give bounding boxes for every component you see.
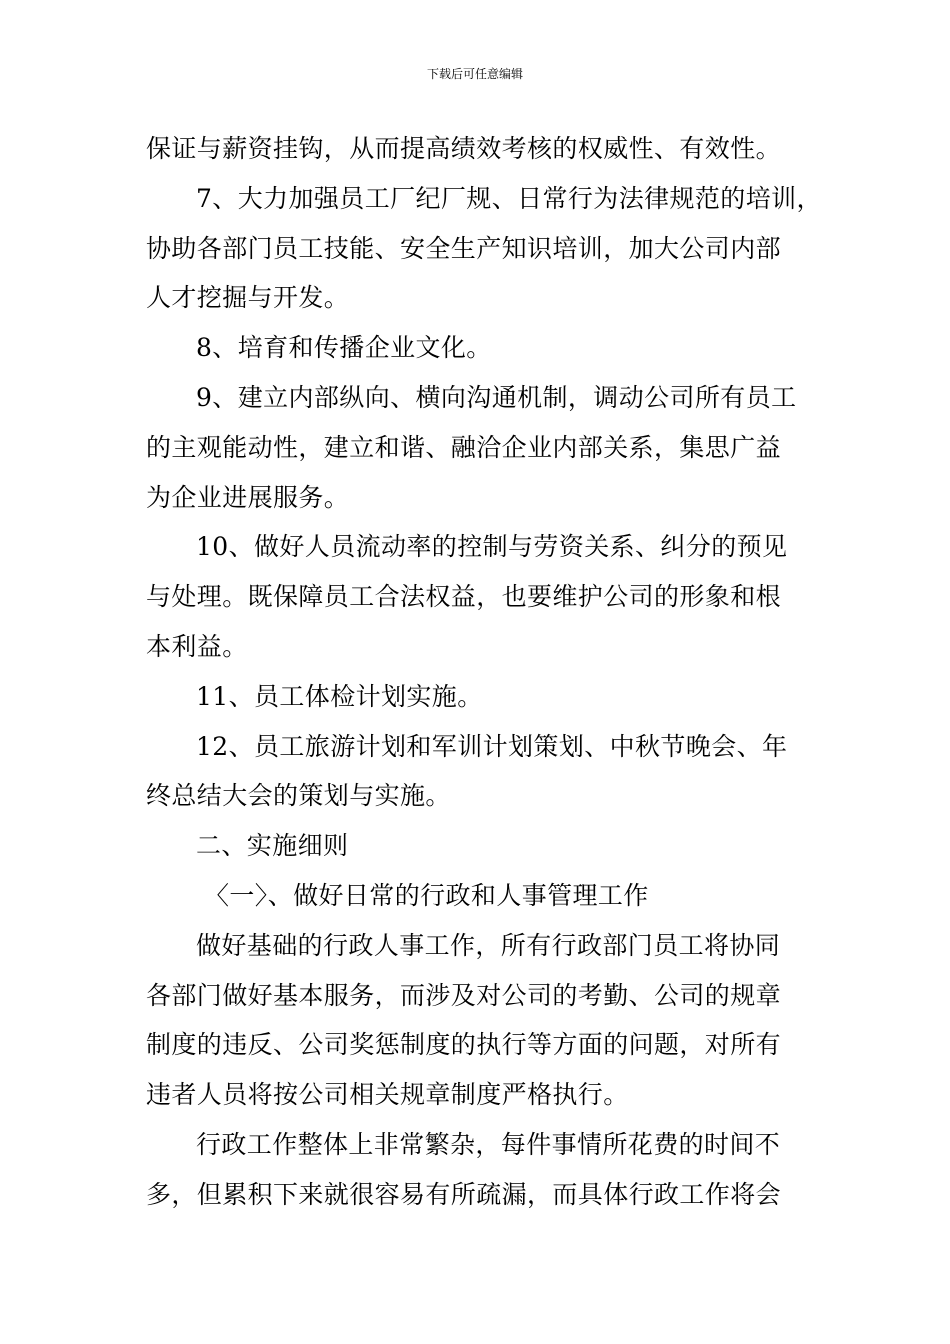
subsection-heading: 〈一〉、做好日常的行政和人事管理工作 [204, 880, 649, 910]
text-line: 违者人员将按公司相关规章制度严格执行。 [146, 1080, 629, 1110]
text-line: 终总结大会的策划与实施。 [146, 781, 451, 811]
text-line: 的主观能动性，建立和谐、融洽企业内部关系，集思广益 [146, 432, 782, 462]
page-header: 下载后可任意编辑 [426, 67, 523, 81]
text-line: 做好基础的行政人事工作，所有行政部门员工将协同 [196, 930, 781, 960]
text-line: 为企业进展服务。 [146, 482, 350, 512]
text-line: 与处理。既保障员工合法权益，也要维护公司的形象和根 [146, 582, 782, 612]
text-line: 多，但累积下来就很容易有所疏漏，而具体行政工作将会 [146, 1179, 782, 1209]
text-line: 行政工作整体上非常繁杂，每件事情所花费的时间不 [196, 1129, 781, 1159]
text-line: 制度的违反、公司奖惩制度的执行等方面的问题，对所有 [146, 1030, 782, 1060]
text-line: 11、员工体检计划实施。 [196, 681, 483, 711]
text-line: 保证与薪资挂钩，从而提高绩效考核的权威性、有效性。 [146, 134, 782, 163]
text-line: 9、建立内部纵向、横向沟通机制，调动公司所有员工 [196, 382, 797, 412]
text-line: 8、培育和传播企业文化。 [196, 333, 492, 363]
section-heading: 二、实施细则 [196, 831, 349, 861]
document-body [146, 124, 822, 1220]
text-line: 7、大力加强员工厂纪厂规、日常行为法律规范的培训， [196, 183, 822, 213]
text-line: 协助各部门员工技能、安全生产知识培训，加大公司内部 [146, 233, 782, 263]
text-line: 人才挖掘与开发。 [146, 283, 350, 313]
text-line: 12、员工旅游计划和军训计划策划、中秋节晚会、年 [196, 731, 788, 761]
text-line: 各部门做好基本服务，而涉及对公司的考勤、公司的规章 [146, 980, 782, 1010]
text-line: 本利益。 [146, 631, 248, 661]
text-line: 10、做好人员流动率的控制与劳资关系、纠分的预见 [196, 532, 788, 562]
